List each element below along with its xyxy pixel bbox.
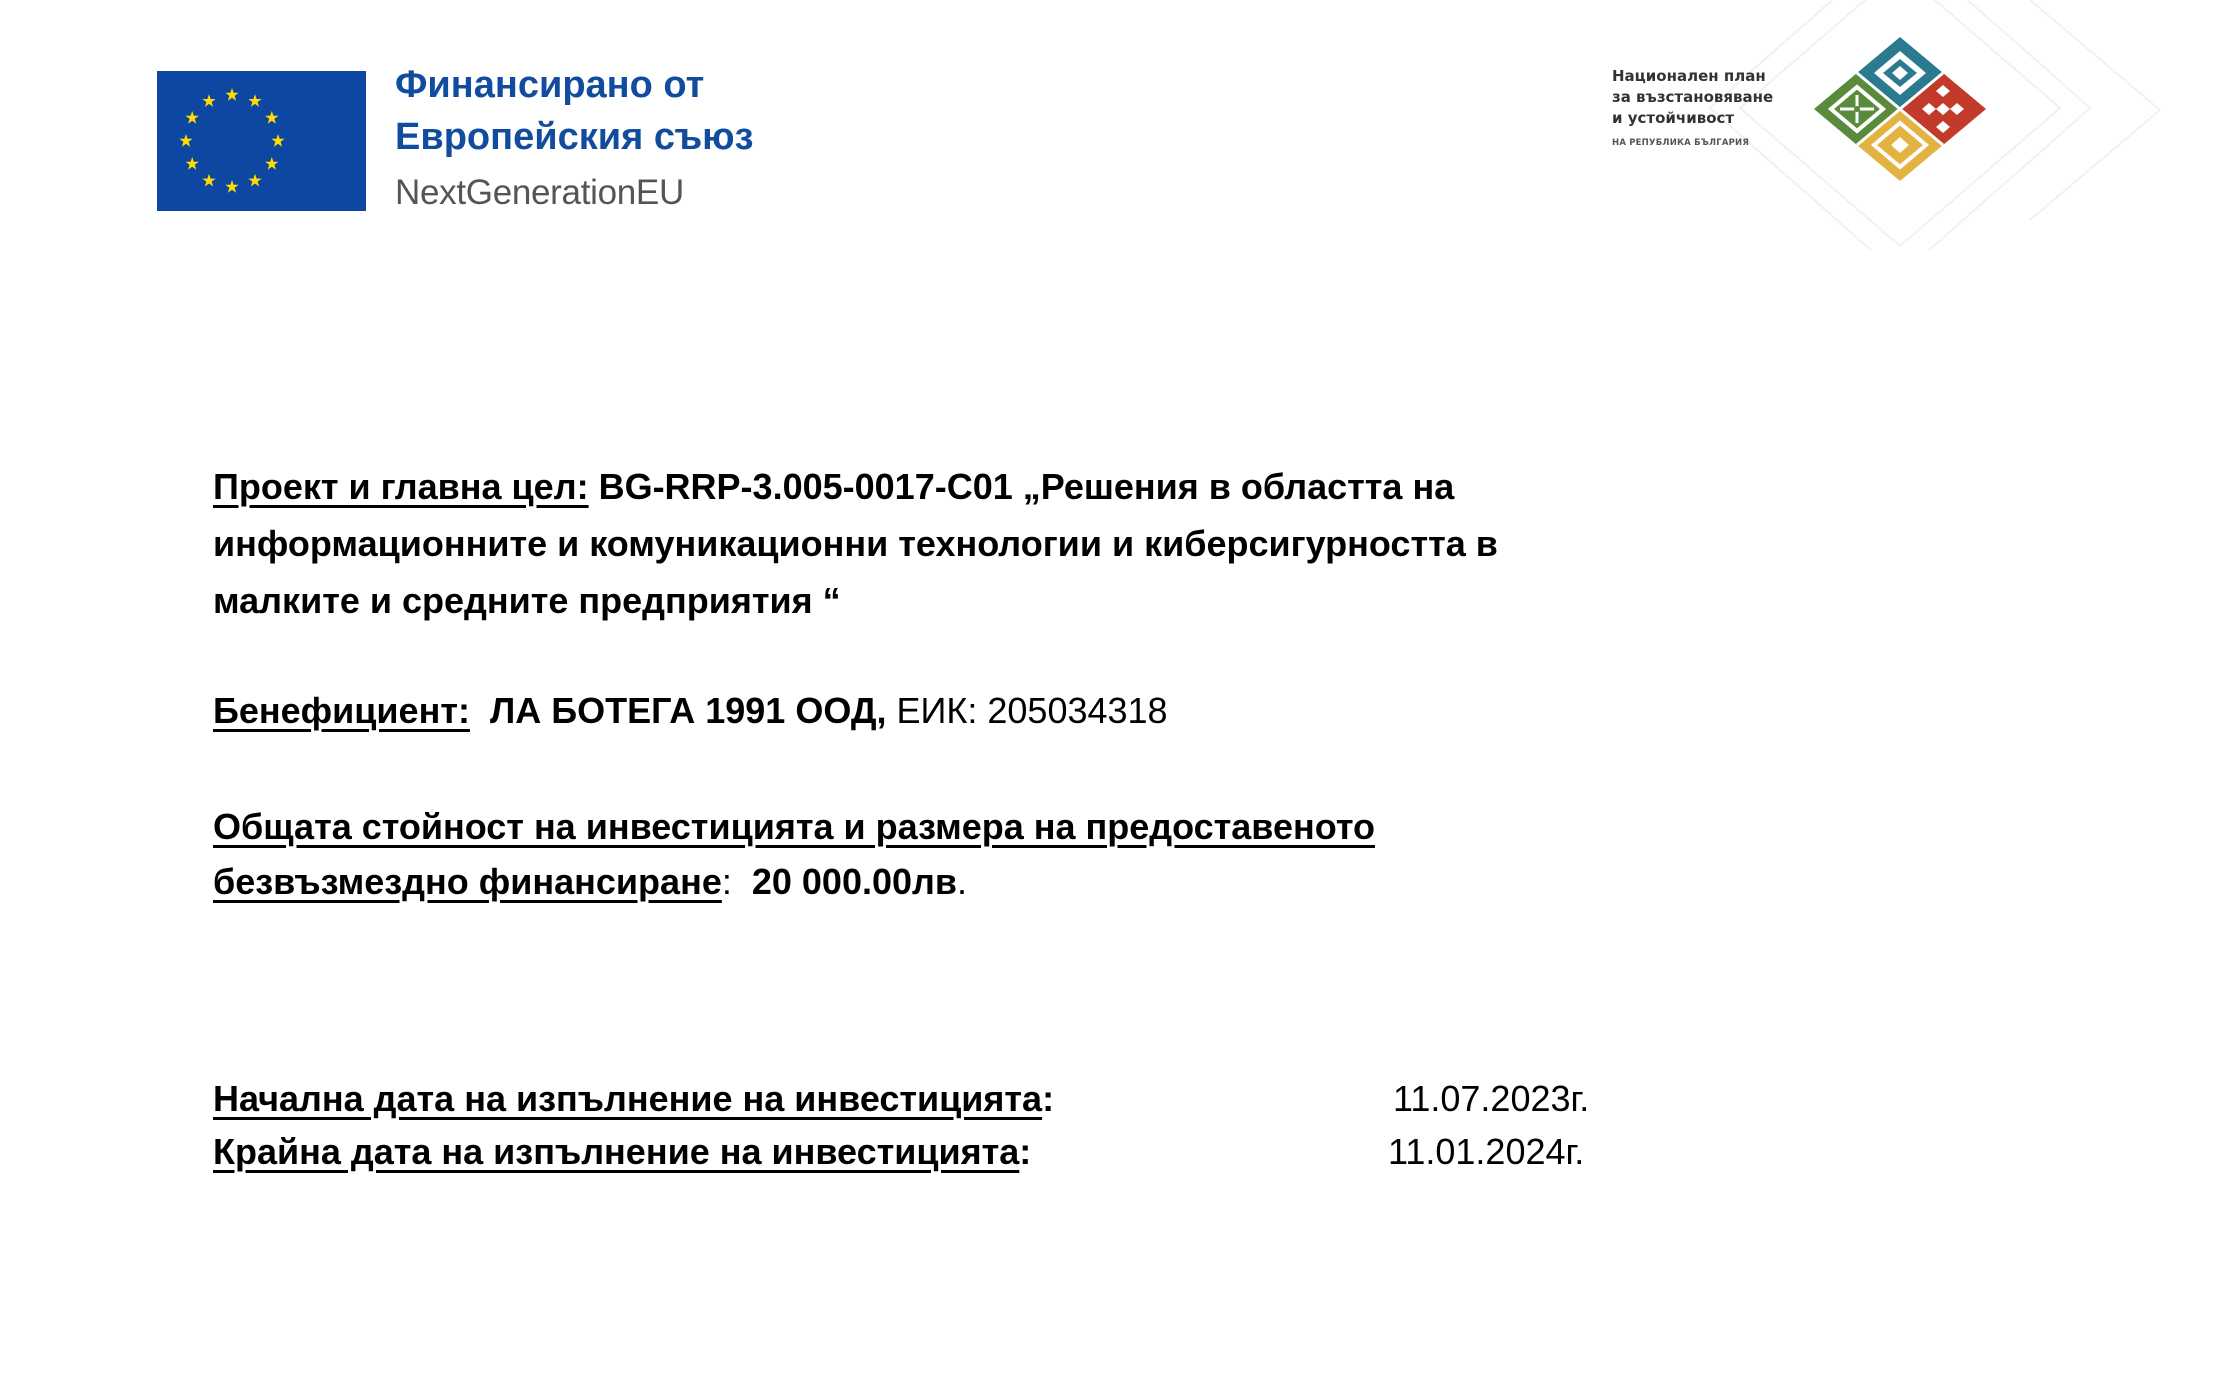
project-code-title: BG-RRP-3.005-0017-C01 „Решения в областта на [588,466,1455,507]
nrrp-line2: за възстановяване [1612,88,1774,106]
nrrp-diamond-logo [1800,25,2000,195]
nrrp-line4: НА РЕПУБЛИКА БЪЛГАРИЯ [1612,138,1750,148]
eu-funded-line2: Европейския съюз [395,116,754,158]
end-date-colon: : [1019,1131,1032,1172]
investment-period: . [957,861,968,902]
investment-amount: 20 000.00лв [731,861,958,902]
eu-stars-icon [157,71,366,211]
project-line2: информационните и комуникационни технологии и киберсигурността в [213,523,1498,564]
project-line1 [213,458,1454,515]
investment-line2 [213,853,967,910]
start-date-colon: : [1042,1078,1055,1119]
investment-line1 [213,798,1375,855]
end-date-value: 11.01.2024г. [1388,1131,1585,1172]
start-date-line [213,1070,1054,1127]
beneficiary-name: ЛА БОТЕГА 1991 ООД, [469,690,887,731]
end-date-label: Крайна дата на изпълнение на инвестицията [213,1131,1020,1172]
beneficiary-line [213,682,1168,739]
investment-colon: : [721,861,732,902]
investment-label-line2: безвъзмездно финансиране [213,861,722,902]
eu-flag-logo [157,71,366,211]
nrrp-line1: Национален план [1612,67,1766,85]
investment-label-line1: Общата стойност на инвестицията и размера на предоставеното [213,806,1375,847]
next-generation-eu-text: NextGenerationEU [395,173,684,212]
start-date-value: 11.07.2023г. [1393,1078,1590,1119]
project-label: Проект и главна цел: [213,466,589,507]
start-date-label: Начална дата на изпълнение на инвестицията [213,1078,1043,1119]
project-line3: малките и средните предприятия “ [213,580,841,621]
nrrp-line3: и устойчивост [1612,109,1735,127]
beneficiary-eik: ЕИК: 205034318 [886,690,1168,731]
eu-funded-line1: Финансирано от [395,64,705,106]
beneficiary-label: Бенефициент: [213,690,470,731]
end-date-line [213,1123,1031,1180]
